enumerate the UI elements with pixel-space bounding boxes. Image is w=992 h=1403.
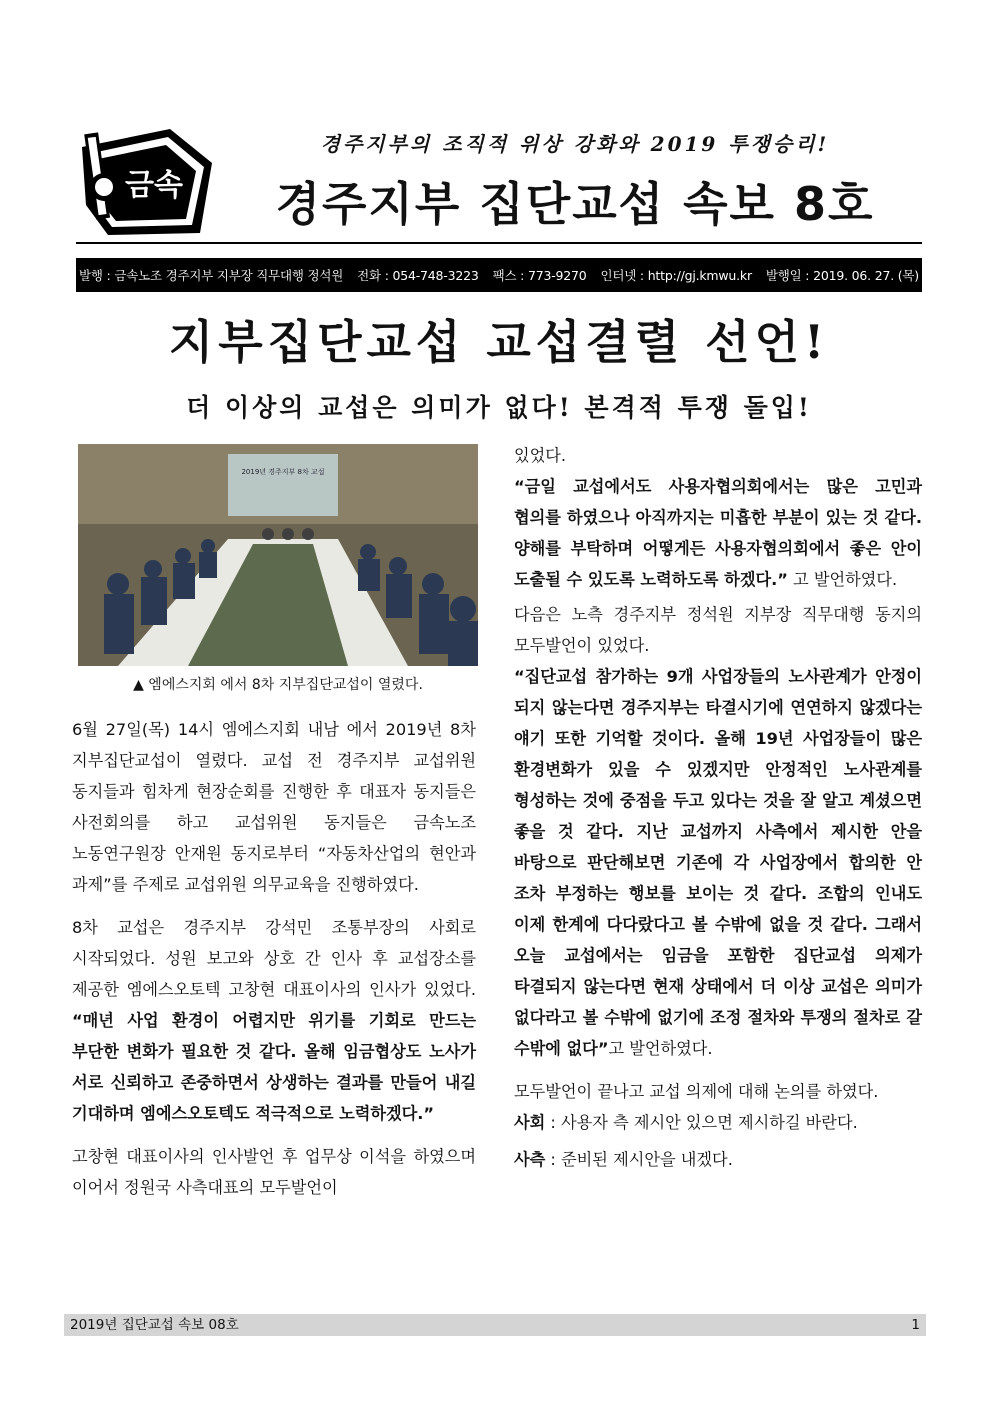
logo-text: 금속	[125, 168, 183, 203]
article-headline: 지부집단교섭 교섭결렬 선언!	[168, 315, 830, 369]
photo-caption: ▲ 엠에스지회 에서 8차 지부집단교섭이 열렸다.	[133, 677, 423, 693]
article-right-column	[514, 440, 922, 1187]
issue-date: 발행일 : 2019. 06. 27. (목)	[765, 268, 919, 283]
page-number: 1	[911, 1317, 920, 1333]
paragraph	[72, 912, 476, 1129]
website-info[interactable]: 인터넷 : http://gj.kmwu.kr	[600, 268, 752, 283]
paragraph-text: 있었다.	[514, 446, 567, 465]
page-footer	[64, 1314, 926, 1336]
meeting-photo	[78, 444, 478, 666]
paragraph: 모두발언이 끝나고 교섭 의제에 대해 논의를 하였다.	[514, 1082, 879, 1101]
article-left-column	[72, 714, 476, 1215]
speaker-label: 사회	[514, 1113, 546, 1132]
union-quote: “집단교섭 참가하는 9개 사업장들의 노사관계가 안정이 되지 않는다면 경주지부는 타결시기에 연연하지 않겠다는 얘기 또한 기억할 것이다. 올해 19년 사업장들이 많은 환경변화가 있을 수 있겠지만 안정적인 노사관계를 형성하는 것에 중점을 두고 있다는 것을 잘 알고 계셨으면 좋을 것 같다. 지난 교섭까지 사측에서 제시한 안을 바탕으로 판단해보면 기존에 각 사업장에서 합의한 안 조차 부정하는 행보를 보이는 것 같다. 조합의 인내도 이제 한계에 다다랐다고 볼 수밖에 없을 것 같다. 그래서 오늘 교섭에서는 임금을 포함한 집단교섭 의제가 타결되지 않는다면 현재 상태에서 더 이상 교섭은 의미가 없다라고 볼 수밖에 없기에 조정 절차와 투쟁의 절차로 갈 수밖에 없다”	[514, 667, 922, 1058]
paragraph: 고창현 대표이사의 인사발언 후 업무상 이석을 하였으며 이어서 정원국 사측대표의 모두발언이	[72, 1147, 476, 1197]
paragraph-text: 8차 교섭은 경주지부 강석민 조통부장의 사회로 시작되었다. 성원 보고와 상호 간 인사 후 교섭장소를 제공한 엠에스오토텍 고창현 대표이사의 인사가 있었다.	[72, 918, 476, 999]
paragraph: 6월 27일(목) 14시 엠에스지회 내남 에서 2019년 8차 지부집단교섭이 열렸다. 교섭 전 경주지부 교섭위원 동지들과 힘차게 현장순회를 진행한 후 대표자 동지들은 사전회의를 하고 교섭위원 동지들은 금속노조 노동연구원장 안재원 동지로부터 “자동차산업의 현안과 과제”를 주제로 교섭위원 의무교육을 진행하였다.	[72, 720, 476, 894]
speaker-label: 사측	[514, 1150, 546, 1169]
photo-banner-text: 2019년 경주지부 8차 교섭	[241, 468, 325, 476]
paragraph	[514, 440, 922, 595]
footer-issue: 2019년 집단교섭 속보 08호	[70, 1317, 239, 1333]
union-logo	[78, 125, 216, 237]
paragraph	[514, 661, 922, 1064]
paragraph-text: 고 발언하였다.	[608, 1039, 713, 1058]
masthead-slogan: 경주지부의 조직적 위상 강화와 2019 투쟁승리!	[320, 132, 830, 156]
fax-info: 팩스 : 773-9270	[492, 268, 587, 283]
dialogue-line	[514, 1144, 922, 1175]
publication-info-bar	[76, 258, 922, 292]
newsletter-title: 경주지부 집단교섭 속보 8호	[275, 177, 875, 231]
article-subheadline: 더 이상의 교섭은 의미가 없다! 본격적 투쟁 돌입!	[186, 393, 812, 422]
employer-quote: “금일 교섭에서도 사용자협의회에서는 많은 고민과 협의를 하였으나 아직까지는 미흡한 부분이 있는 것 같다. 양해를 부탁하며 어떻게든 사용자협의회에서 좋은 안이 도출될 수 있도록 노력하도록 하겠다.”	[514, 477, 922, 589]
dialogue-line	[514, 1107, 922, 1138]
paragraph: 다음은 노측 경주지부 정석원 지부장 직무대행 동지의 모두발언이 있었다.	[514, 605, 922, 655]
masthead-divider	[76, 242, 922, 244]
dialogue-text: : 사용자 측 제시안 있으면 제시하길 바란다.	[545, 1113, 858, 1132]
publisher-info: 발행 : 금속노조 경주지부 지부장 직무대행 정석원	[79, 268, 344, 283]
dialogue-text: : 준비된 제시안을 내겠다.	[545, 1150, 733, 1169]
paragraph-text: 고 발언하였다.	[787, 570, 898, 589]
ceo-quote: “매년 사업 환경이 어렵지만 위기를 기회로 만드는 부단한 변화가 필요한 것 같다. 올해 임금협상도 노사가 서로 신뢰하고 존중하면서 상생하는 결과를 만들어 내길 기대하며 엠에스오토텍도 적극적으로 노력하겠다.”	[72, 1011, 476, 1123]
phone-info: 전화 : 054-748-3223	[357, 268, 479, 283]
